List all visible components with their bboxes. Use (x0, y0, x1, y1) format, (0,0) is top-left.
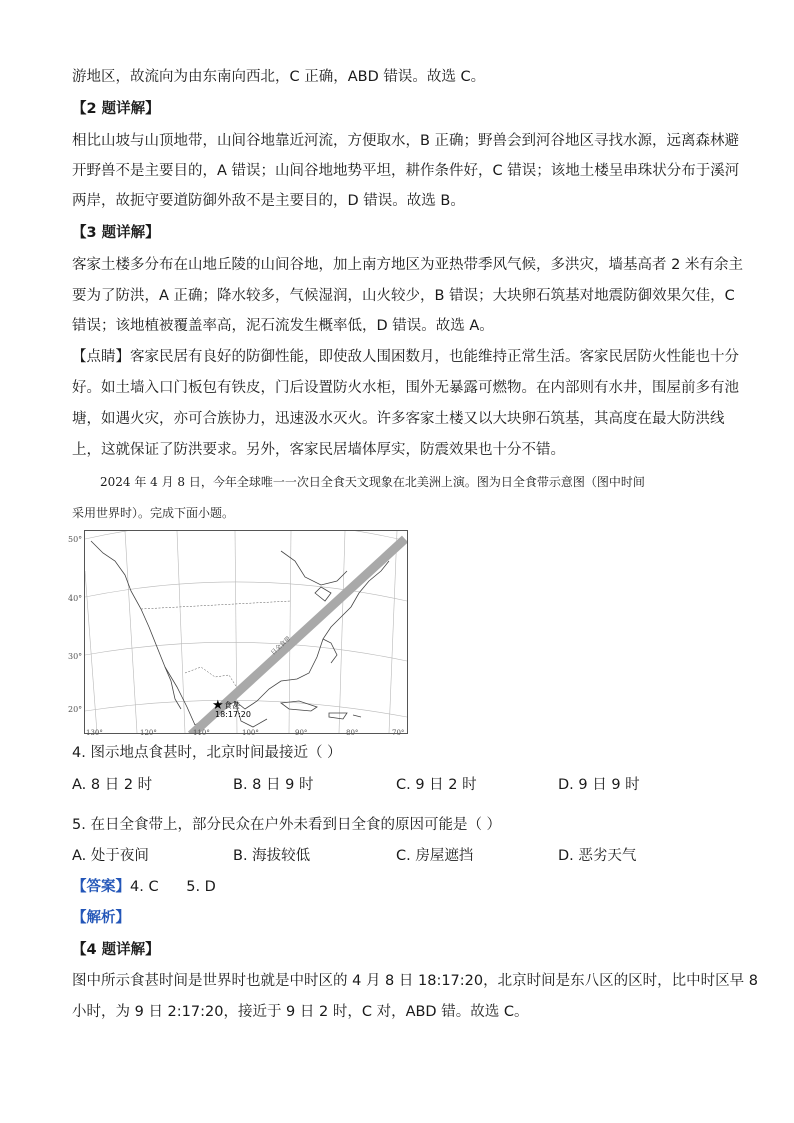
lon-label: 100° (242, 729, 259, 737)
answer-text: 4. C 5. D (130, 879, 216, 895)
q4-option-c: C. 9 日 2 时 (396, 777, 477, 793)
key-point-line: 上，这就保证了防洪要求。另外，客家民居墙体厚实，防震效果也十分不错。 (72, 442, 565, 458)
q2-detail-line: 开野兽不是主要目的，A 错误；山间谷地地势平坦，耕作条件好，C 错误；该地土楼呈串珠状分布于溪河 (72, 163, 740, 179)
lat-label: 30° (68, 652, 83, 661)
lat-label: 40° (68, 594, 83, 603)
coastline (91, 541, 389, 727)
q4-detail-line: 小时，为 9 日 2:17:20，接近于 9 日 2 时，C 对，ABD 错。故选 C。 (72, 1004, 529, 1020)
point-time: 18:17:20 (215, 710, 251, 719)
q2-detail-line: 相比山坡与山顶地带，山间谷地靠近河流，方便取水，B 正确；野兽会到河谷地区寻找水源，远离森林避 (72, 133, 740, 149)
question-4: 4. 图示地点食甚时，北京时间最接近（ ） (72, 745, 342, 761)
eclipse-path-map (84, 530, 408, 734)
prev-answer-tail: 游地区，故流向为由东南向西北，C 正确，ABD 错误。故选 C。 (72, 69, 486, 85)
lat-label: 50° (68, 535, 83, 544)
lon-label: 120° (140, 729, 157, 737)
star-icon: ★ (212, 698, 224, 713)
q3-detail-line: 客家土楼多分布在山地丘陵的山间谷地，加上南方地区为亚热带季风气候，多洪灾，墙基高者 2 米有余主 (72, 257, 743, 273)
map-svg (85, 531, 407, 733)
q3-detail-line: 要为了防洪，A 正确；降水较多，气候湿润，山火较少，B 错误；大块卵石筑基对地震防御效果欠佳，C (72, 288, 735, 304)
q4-detail-heading: 【4 题详解】 (72, 942, 160, 958)
q4-detail-line: 图中所示食甚时间是世界时也就是中时区的 4 月 8 日 18:17:20，北京时间是东八区的区时，比中时区早 8 (72, 973, 758, 989)
band-label: 日全食带 (269, 635, 293, 657)
q4-option-b: B. 8 日 9 时 (233, 777, 314, 793)
question-5: 5. 在日全食带上，部分民众在户外未看到日全食的原因可能是（ ） (72, 817, 502, 833)
q5-option-c: C. 房屋遮挡 (396, 848, 474, 864)
q3-detail-line: 错误；该地植被覆盖率高，泥石流发生概率低，D 错误。故选 A。 (72, 318, 494, 334)
analysis-label: 【解析】 (72, 910, 130, 926)
lon-label: 90° (295, 729, 308, 737)
key-point-line: 好。如土墙入口门板包有铁皮，门后设置防火水柜，围外无暴露可燃物。在内部则有水井，围屋前多有池 (72, 380, 739, 396)
key-point-line: 塘，如遇火灾，亦可合族协力，迅速汲水灭火。许多客家土楼又以大块卵石筑基，其高度在最大防洪线 (72, 411, 725, 427)
lat-label: 20° (68, 705, 83, 714)
q4-option-d: D. 9 日 9 时 (558, 777, 640, 793)
q5-option-a: A. 处于夜间 (72, 848, 149, 864)
q3-detail-heading: 【3 题详解】 (72, 225, 160, 241)
q2-detail-line: 两岸，故扼守要道防御外敌不是主要目的，D 错误。故选 B。 (72, 193, 465, 209)
point-label: 食甚 (224, 701, 240, 710)
lon-label: 110° (193, 729, 210, 737)
key-point-line: 【点睛】客家民居有良好的防御性能，即使敌人围困数月，也能维持正常生活。客家民居防火性能也十分 (72, 349, 739, 365)
lon-label: 130° (86, 729, 103, 737)
q5-option-d: D. 恶劣天气 (558, 848, 637, 864)
q4-option-a: A. 8 日 2 时 (72, 777, 153, 793)
country-borders (141, 601, 291, 691)
q5-option-b: B. 海拔较低 (233, 848, 311, 864)
answer-line (72, 877, 216, 897)
lon-label: 80° (346, 729, 359, 737)
material-intro: 2024 年 4 月 8 日，今年全球唯一一次日全食天文现象在北美洲上演。图为日全食带示意图（图中时间 (100, 475, 645, 489)
material-intro: 采用世界时）。完成下面小题。 (72, 506, 235, 520)
answer-label: 【答案】 (72, 879, 130, 895)
q2-detail-heading: 【2 题详解】 (72, 101, 160, 117)
graticule (85, 531, 407, 733)
lon-label: 70° (392, 729, 405, 737)
